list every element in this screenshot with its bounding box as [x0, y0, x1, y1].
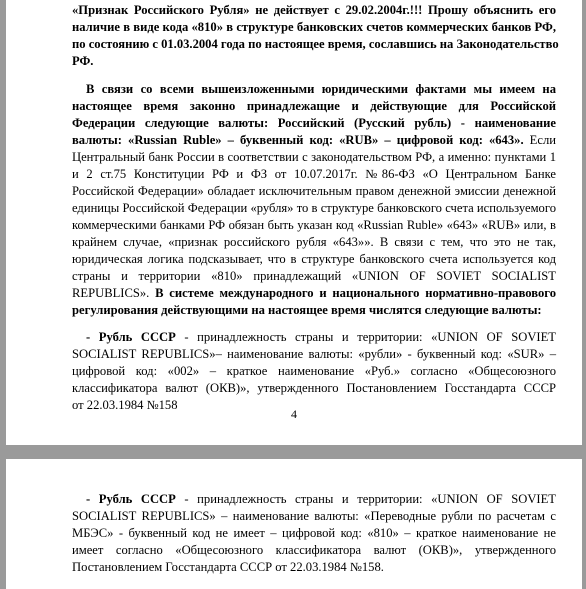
- text-line: [72, 132, 556, 149]
- text-run: - принадлежность страны и территории: «UNION OF SOVIET: [175, 330, 557, 344]
- text-line: юридическая логика подсказывает, что в структуре банковского счета используется код: [72, 252, 556, 266]
- text-line: «Признак Российского Рубля» не действует с 29.02.2004г.!!! Прошу объяснить его: [72, 3, 556, 17]
- text-line: имеет согласно «Общесоюзного классификатора валют (ОКВ)», утвержденного: [72, 543, 556, 557]
- text-line: [86, 329, 556, 346]
- text-line: страны и территории «810» принадлежащий «UNION OF SOVIET SOCIALIST: [72, 269, 556, 283]
- document-page-1: [6, 0, 582, 445]
- text-line: по состоянию с 01.03.2004 года по настоящее время, сославшись на Законодательство: [72, 37, 559, 51]
- text-line: классификатора валют (ОКВ)», утвержденного Постановлением Госстандарта СССР: [72, 381, 556, 395]
- text-line: крайнем случае, «признак российского рубля «643»». В связи с тем, что это не так,: [72, 235, 556, 249]
- text-line: МБЭС» - буквенный код не имеет – цифровой код: «810» – краткое наименование не: [72, 526, 556, 540]
- text-line: наличие в виде кода «810» в структуре банковских счетов коммерческих банков РФ,: [72, 20, 556, 34]
- bold-run: В системе международного и национального нормативно-правового: [149, 286, 556, 300]
- text-line: единицы Российской Федерации «рубля» то в структуре банковского счета используемого: [72, 201, 556, 215]
- text-line: регулирования действующими на настоящее время числятся следующие валюты:: [72, 303, 542, 317]
- text-line: [86, 491, 556, 508]
- bold-run: - Рубль СССР: [86, 492, 176, 506]
- text-line: SOCIALIST REPUBLICS»– наименование валюты: «рубли» - буквенный код: «SUR» –: [72, 347, 556, 361]
- text-run: - принадлежность страны и территории: «UNION OF SOVIET: [175, 492, 557, 506]
- text-run: REPUBLICS».: [72, 286, 150, 300]
- text-line: коммерческими банками РФ обязан быть указан код «Russian Ruble» «643» «RUB» или, в: [72, 218, 556, 232]
- text-line: РФ.: [72, 54, 94, 68]
- text-line: цифровой код: «002» – краткое наименование «Руб.» согласно «Общесоюзного: [72, 364, 556, 378]
- text-line: и 2 ст.75 Конституции РФ и ФЗ от 10.07.2017г. №86-ФЗ «О Центральном Банке: [72, 167, 556, 181]
- text-run: Если: [523, 133, 556, 147]
- text-line: Российской Федерации» обладает исключительным правом денежной эмиссии денежной: [72, 184, 556, 198]
- text-line: Центральный банк России в соответствии с законодательством РФ, а именно: пунктами 1: [72, 150, 556, 164]
- bold-run: - Рубль СССР: [86, 330, 176, 344]
- document-page-2: [6, 459, 582, 589]
- text-line: настоящее время законно принадлежащие и действующие для Российской: [72, 99, 556, 113]
- text-line: SOCIALIST REPUBLICS» – наименование валюты: «Переводные рубли по расчетам с: [72, 509, 556, 523]
- page-number: 4: [291, 407, 297, 421]
- bold-run: валюты: «Russian Ruble» – буквенный код: «RUB» – цифровой код: «643».: [72, 133, 524, 147]
- text-line: Постановлением Госстандарта СССР от 22.03.1984 №158.: [72, 560, 384, 574]
- text-line: [72, 285, 556, 302]
- text-line: Федерации следующие валюты: Российский (Русский рубль) - наименование: [72, 116, 556, 130]
- text-line: от 22.03.1984 №158: [72, 398, 178, 412]
- text-line: В связи со всеми вышеизложенными юридическими фактами мы имеем на: [86, 82, 556, 96]
